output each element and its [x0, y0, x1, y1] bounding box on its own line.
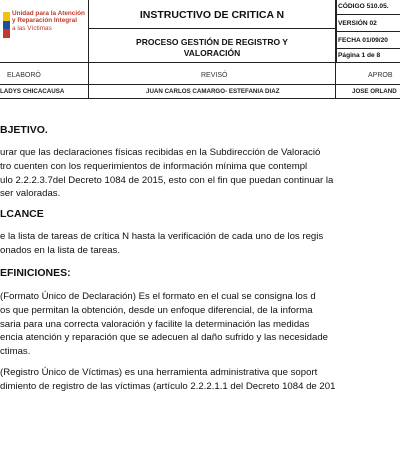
logo-line-2: y Reparación Integral: [12, 17, 77, 25]
definicion-fud: [0, 290, 328, 359]
paragraph-line: (Formato Único de Declaración) Es el formato en el cual se consigna los d: [0, 291, 316, 302]
reviso-header: REVISÓ: [201, 72, 228, 79]
codigo-value: CÓDIGO 510.05.: [338, 3, 389, 10]
logo-text: [12, 10, 88, 32]
paragraph-line: ctimas.: [0, 346, 31, 358]
logo-line-3: a las Víctimas: [12, 24, 52, 32]
process-subtitle: PROCESO GESTIÓN DE REGISTRO Y VALORACIÓN: [136, 37, 288, 58]
objetivo-heading: BJETIVO.: [0, 124, 48, 136]
paragraph-line: urar que las declaraciones físicas recibidas en la Subdirección de Valoració: [0, 147, 321, 158]
meta-divider: [336, 31, 400, 32]
alcance-heading: LCANCE: [0, 208, 44, 220]
paragraph-line: dimiento de registro de las víctimas (artículo 2.2.2.1.1 del Decreto 1084 de 201: [0, 380, 336, 392]
alcance-paragraph: [0, 230, 323, 258]
version-value: VERSIÓN 02: [338, 20, 377, 27]
paragraph-line: (Registro Único de Víctimas) es una herramienta administrativa que soport: [0, 367, 318, 378]
paragraph-line: ser valoradas.: [0, 188, 61, 200]
paragraph-line: e la lista de tareas de crítica N hasta la verificación de cada uno de los regis: [0, 231, 324, 242]
table-border-top: [0, 62, 400, 63]
elaboro-name: LADYS CHICACAUSA: [0, 88, 65, 95]
fecha-value: FECHA 01/09/20: [338, 37, 388, 44]
document-title: INSTRUCTIVO DE CRITICA N: [139, 9, 285, 21]
objetivo-paragraph: [0, 146, 333, 201]
reviso-name: JUAN CARLOS CAMARGO- ESTEFANIA DIAZ: [146, 88, 280, 95]
meta-divider: [336, 48, 400, 49]
elaboro-header: ELABORÓ: [7, 72, 41, 79]
table-border-bottom: [0, 98, 400, 99]
flag-mark-icon: [3, 12, 10, 38]
paragraph-line: onados en la lista de tareas.: [0, 244, 121, 256]
logo: [0, 0, 88, 62]
aprobo-name: JOSE ORLAND: [352, 88, 397, 95]
title-divider: [88, 28, 336, 29]
table-col-divider: [335, 0, 336, 98]
paragraph-line: os que permitan la obtención, desde un enfoque diferencial, de la informa: [0, 304, 313, 316]
paragraph-line: encia atención y reparación que se adecuen al daño sufrido y las necesidade: [0, 332, 329, 344]
definicion-ruv: [0, 366, 335, 394]
logo-line-1: Unidad para la Atención: [12, 10, 85, 17]
paragraph-line: ulo 2.2.2.3.7del Decreto 1084 de 2015, esto con el fin que puedan continuar la: [0, 174, 334, 186]
paragraph-line: saria para una correcta valoración y facilite la determinación las medidas: [0, 318, 310, 330]
meta-divider: [336, 14, 400, 15]
table-col-divider: [88, 62, 89, 98]
paragraph-line: tro cuenten con los requerimientos de información mínima que contempl: [0, 160, 308, 172]
table-border-mid: [0, 84, 400, 85]
aprobo-header: APROB: [368, 72, 393, 79]
page-number: Página 1 de 8: [338, 52, 381, 59]
definiciones-heading: EFINICIONES:: [0, 267, 71, 279]
